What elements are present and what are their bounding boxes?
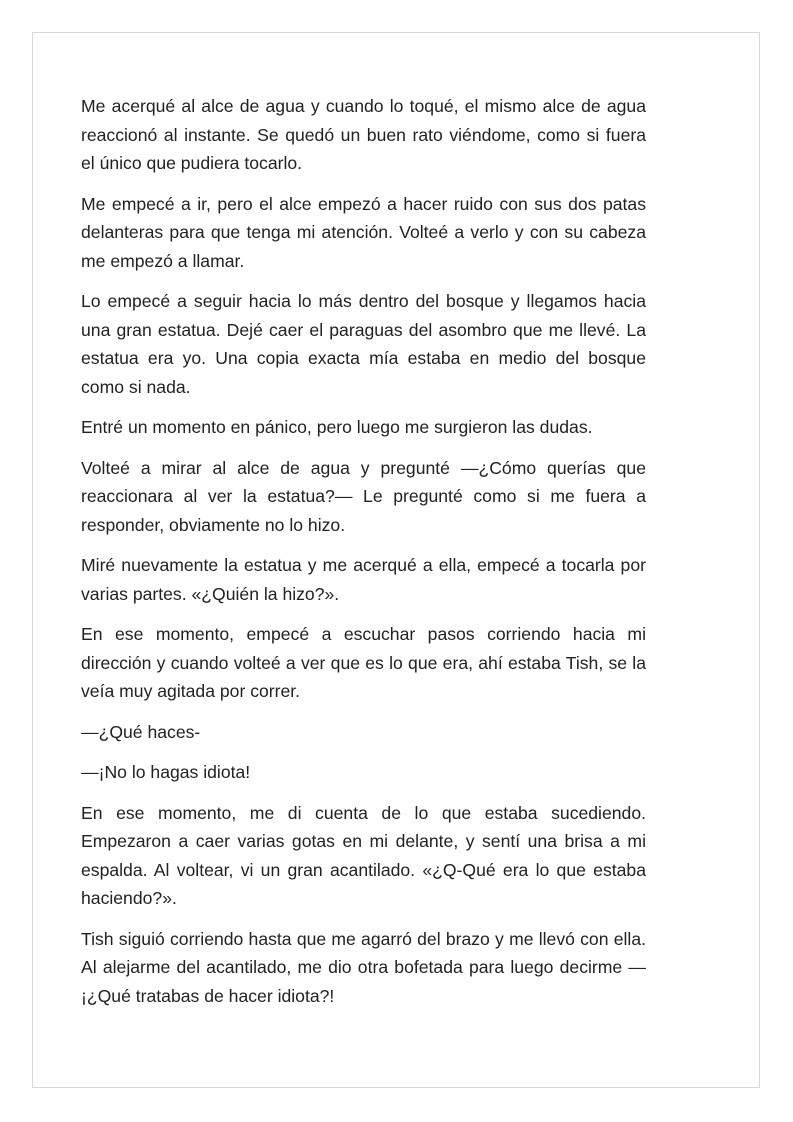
paragraph: Volteé a mirar al alce de agua y pregunté —¿Cómo querías que reaccionara al ver la estatua?— Le pregunté como si me fuera a responder, obviamente no lo hizo. <box>81 457 646 535</box>
paragraph: Tish siguió corriendo hasta que me agarró del brazo y me llevó con ella. Al alejarme del acantilado, me dio otra bofetada para luego decirme —¡¿Qué tratabas de hacer idiota?! <box>81 928 646 1006</box>
paragraph: Entré un momento en pánico, pero luego me surgieron las dudas. <box>81 417 593 437</box>
dialogue-line: —¿Qué haces- <box>81 721 201 742</box>
paragraph: En ese momento, me di cuenta de lo que estaba sucediendo. Empezaron a caer varias gotas en mi delante, y sentí una brisa a mi espalda. Al voltear, vi un gran acantilado. «¿Q-Qué era lo que estaba haciendo?». <box>81 802 646 908</box>
page-body <box>81 92 646 1022</box>
paragraph: Lo empecé a seguir hacia lo más dentro del bosque y llegamos hacia una gran estatua. Dejé caer el paraguas del asombro que me llevé. La estatua era yo. Una copia exacta mía estaba en medio del bosque como si nada. <box>81 291 646 397</box>
paragraph: Me empecé a ir, pero el alce empezó a hacer ruido con sus dos patas delanteras para que tenga mi atención. Volteé a verlo y con su cabeza me empezó a llamar. <box>81 193 646 271</box>
paragraph: En ese momento, empecé a escuchar pasos corriendo hacia mi dirección y cuando volteé a ver que es lo que era, ahí estaba Tish, se la veía muy agitada por correr. <box>81 624 646 701</box>
paragraph: Me acerqué al alce de agua y cuando lo toqué, el mismo alce de agua reaccionó al instante. Se quedó un buen rato viéndome, como si fuera el único que pudiera tocarlo. <box>81 96 646 173</box>
paragraph: Miré nuevamente la estatua y me acerqué a ella, empecé a tocarla por varias partes. «¿Quién la hizo?». <box>81 555 646 604</box>
dialogue-line: —¡No lo hagas idiota! <box>81 762 251 782</box>
